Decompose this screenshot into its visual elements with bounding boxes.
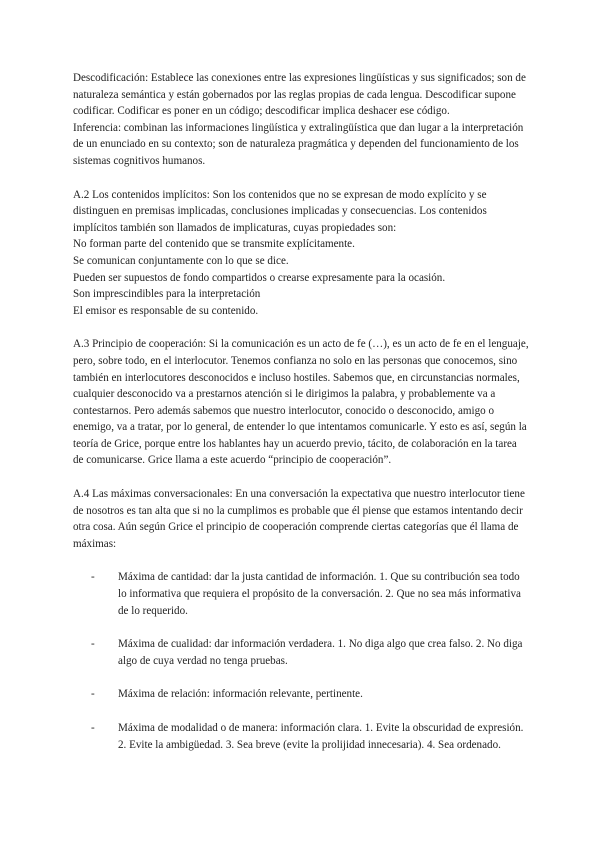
section-a4-paragraph: A.4 Las máximas conversacionales: En una conversación la expectativa que nuestro interlocutor tiene de nosotros es tan alta que si no la cumplimos es probable que él piense que estamos intentando decir otra cosa. Aún según Grice el principio de cooperación comprende ciertas categorías que él llama de máximas: xyxy=(73,488,525,550)
list-dash: - xyxy=(91,571,95,584)
spacer xyxy=(73,319,530,336)
implicature-property-3: Pueden ser supuestos de fondo compartidos o crearse expresamente para la ocasión. xyxy=(73,271,446,284)
implicature-property-4: Son imprescindibles para la interpretación xyxy=(73,288,261,301)
maxim-text: Máxima de cualidad: dar información verdadera. 1. No diga algo que crea falso. 2. No diga algo de cuya verdad no tenga pruebas. xyxy=(118,638,523,667)
implicature-property-1: No forman parte del contenido que se transmite explícitamente. xyxy=(73,238,355,251)
maxim-text: Máxima de cantidad: dar la justa cantidad de información. 1. Que su contribución sea todo lo informativa que requiera el propósito de la conversación. 2. Que no sea más informativa de lo requerido. xyxy=(118,571,521,617)
list-dash: - xyxy=(91,638,95,651)
spacer xyxy=(73,170,530,187)
list-dash: - xyxy=(91,722,95,734)
maxim-item-cualidad xyxy=(73,636,530,669)
inferencia-paragraph: Inferencia: combinan las informaciones lingüística y extralingüística que dan lugar a la interpretación de un enunciado en su contexto; son de naturaleza pragmática y dependen del funcionamiento de los sistemas cognitivos humanos. xyxy=(73,121,524,167)
spacer xyxy=(73,469,530,486)
maxim-text: Máxima de modalidad o de manera: información clara. 1. Evite la obscuridad de expresión. 2. Evite la ambigüedad. 3. Sea breve (evite la prolijidad innecesaria). 4. Sea ordenado. xyxy=(118,722,524,751)
maxim-item-modalidad xyxy=(73,720,530,753)
maxims-list xyxy=(73,569,530,753)
maxim-item-relacion xyxy=(73,686,530,703)
implicature-property-2: Se comunican conjuntamente con lo que se dice. xyxy=(73,254,289,267)
spacer xyxy=(73,552,530,569)
section-a2-paragraph: A.2 Los contenidos implícitos: Son los contenidos que no se expresan de modo explícito y se distinguen en premisas implicadas, conclusiones implicadas y consecuencias. Los contenidos implícitos también son llamados de implicaturas, cuyas propiedades son: xyxy=(73,188,487,234)
implicature-property-5: El emisor es responsable de su contenido. xyxy=(73,304,259,317)
section-a3-paragraph: A.3 Principio de cooperación: Si la comunicación es un acto de fe (…), es un acto de fe en el lenguaje, pero, sobre todo, en el interlocutor. Tenemos confianza no solo en las personas que conocemos, sino también en interlocutores desconocidos e incluso hostiles. Sabemos que, en circunstancias normales, cualquier desconocido va a prestarnos atención si le dirigimos la palabra, y probablemente va a contestarnos. Pero además sabemos que nuestro interlocutor, conocido o desconocido, amigo o enemigo, va a tratar, por lo general, de entender lo que intentamos comunicarle. Y esto es así, según la teoría de Grice, porque entre los hablantes hay un acuerdo previo, tácito, de colaboración en la tarea de comunicarse. Grice llama a este acuerdo “principio de cooperación”. xyxy=(73,338,529,467)
list-dash: - xyxy=(91,688,95,701)
maxim-item-cantidad xyxy=(73,569,530,619)
decodificacion-paragraph: Descodificación: Establece las conexiones entre las expresiones lingüísticas y sus significados; son de naturaleza semántica y están gobernados por las reglas propias de cada lengua. Descodificar supone codificar. Codificar es poner en un código; descodificar implica deshacer ese código. xyxy=(73,72,526,118)
maxim-text: Máxima de relación: información relevante, pertinente. xyxy=(118,688,363,701)
